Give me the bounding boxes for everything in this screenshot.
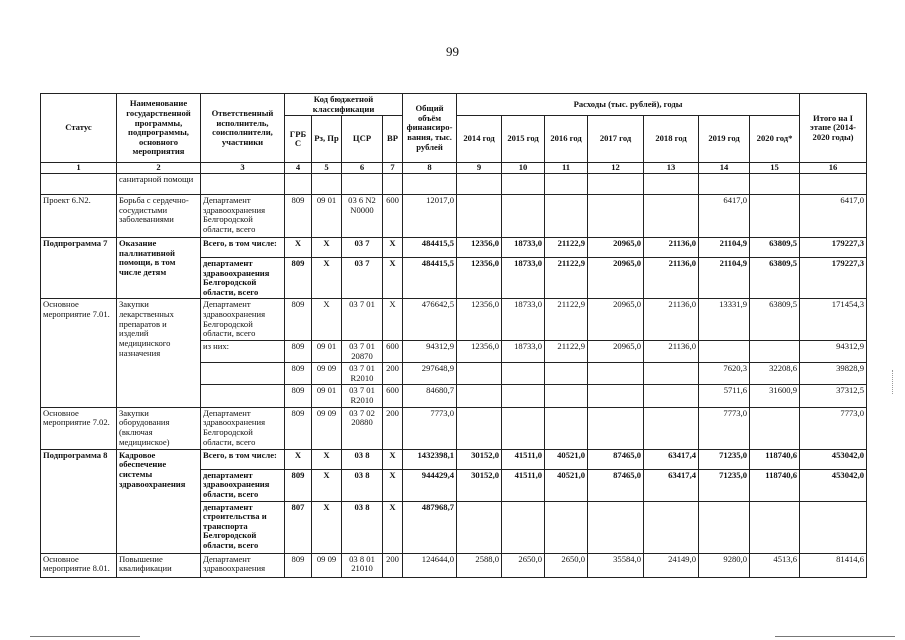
cell-status: Основное мероприятие 8.01. (41, 553, 117, 577)
cell-value (457, 501, 502, 553)
cell-grbs: 809 (285, 257, 312, 299)
cell-value: 39828,9 (800, 363, 867, 385)
cell-vr: 200 (383, 363, 403, 385)
cell-total: 94312,9 (403, 340, 457, 362)
cell-value: 13331,9 (699, 299, 750, 341)
cell-value: 7620,3 (699, 363, 750, 385)
cell-value (800, 501, 867, 553)
cell-value: 21104,9 (699, 257, 750, 299)
cell-name: санитарной помощи (117, 173, 201, 194)
cell-name: Кадровое обеспечение системы здравоохранения (117, 449, 201, 553)
cell-value: 12356,0 (457, 257, 502, 299)
cell-status: Проект 6.N2. (41, 194, 117, 237)
cell-executor (201, 363, 285, 385)
table-row (41, 173, 867, 194)
cell-csr: 03 7 (342, 237, 383, 257)
cell-rz-pr: Х (312, 449, 342, 469)
cell-rz-pr: Х (312, 469, 342, 501)
cell-value (457, 407, 502, 449)
header-year: 2019 год (699, 116, 750, 163)
cell-value: 37312,5 (800, 385, 867, 407)
cell-executor (201, 385, 285, 407)
header-budget-code: Код бюджетной классификации (285, 94, 403, 116)
cell-value: 63809,5 (750, 299, 800, 341)
cell-value (588, 173, 644, 194)
cell-grbs: 809 (285, 363, 312, 385)
header-status: Статус (41, 94, 117, 163)
cell-value: 7773,0 (699, 407, 750, 449)
cell-executor: из них: (201, 340, 285, 362)
header-year: 2015 год (502, 116, 545, 163)
cell-grbs: Х (285, 237, 312, 257)
cell-name: Оказание паллиативной помощи, в том числе детям (117, 237, 201, 299)
cell-grbs: 809 (285, 385, 312, 407)
cell-value: 18733,0 (502, 299, 545, 341)
header-year: 2014 год (457, 116, 502, 163)
cell-value: 179227,3 (800, 237, 867, 257)
cell-value (699, 340, 750, 362)
cell-rz-pr: 09 09 (312, 553, 342, 577)
cell-value (502, 501, 545, 553)
header-year: 2020 год* (750, 116, 800, 163)
cell-value (588, 194, 644, 237)
header-year: 2018 год (644, 116, 699, 163)
cell-value: 20965,0 (588, 299, 644, 341)
cell-value: 12356,0 (457, 299, 502, 341)
column-number: 12 (588, 163, 644, 174)
cell-status (41, 173, 117, 194)
cell-value: 2650,0 (502, 553, 545, 577)
cell-executor: Всего, в том числе: (201, 237, 285, 257)
cell-value: 63809,5 (750, 237, 800, 257)
cell-vr: Х (383, 237, 403, 257)
cell-value: 21136,0 (644, 340, 699, 362)
cell-grbs: 809 (285, 194, 312, 237)
cell-value: 5711,6 (699, 385, 750, 407)
cell-executor: департамент здравоохранения Белгородской области, всего (201, 257, 285, 299)
column-number: 15 (750, 163, 800, 174)
column-number: 4 (285, 163, 312, 174)
cell-executor: Всего, в том числе: (201, 449, 285, 469)
cell-value: 71235,0 (699, 449, 750, 469)
cell-value: 71235,0 (699, 469, 750, 501)
cell-value (588, 501, 644, 553)
cell-rz-pr: Х (312, 299, 342, 341)
cell-total: 12017,0 (403, 194, 457, 237)
cell-status: Подпрограмма 7 (41, 237, 117, 299)
cell-vr: 200 (383, 553, 403, 577)
page-number: 99 (446, 44, 459, 59)
cell-csr: 03 7 01 R2010 (342, 363, 383, 385)
cell-vr (383, 173, 403, 194)
cell-value: 21122,9 (545, 340, 588, 362)
cell-vr: Х (383, 469, 403, 501)
cell-grbs: 809 (285, 407, 312, 449)
cell-executor: Департамент здравоохранения (201, 553, 285, 577)
cell-total: 1432398,1 (403, 449, 457, 469)
cell-csr: 03 8 (342, 449, 383, 469)
cell-total: 484415,5 (403, 237, 457, 257)
cell-value: 87465,0 (588, 469, 644, 501)
cell-value: 41511,0 (502, 449, 545, 469)
cell-value: 20965,0 (588, 340, 644, 362)
cell-value (644, 173, 699, 194)
cell-value (545, 385, 588, 407)
cell-value: 18733,0 (502, 340, 545, 362)
cell-total: 487968,7 (403, 501, 457, 553)
header-year: 2016 год (545, 116, 588, 163)
table-body (41, 173, 867, 577)
cell-csr: 03 8 (342, 501, 383, 553)
cell-rz-pr: Х (312, 257, 342, 299)
cell-value: 63809,5 (750, 257, 800, 299)
column-number: 16 (800, 163, 867, 174)
column-number: 1 (41, 163, 117, 174)
header-rz-pr: Рз, Пр (312, 116, 342, 163)
cell-value: 21104,9 (699, 237, 750, 257)
cell-vr: Х (383, 299, 403, 341)
cell-vr: 600 (383, 340, 403, 362)
cell-value (502, 194, 545, 237)
cell-value (502, 385, 545, 407)
cell-rz-pr: 09 01 (312, 340, 342, 362)
cell-value (750, 501, 800, 553)
column-number: 11 (545, 163, 588, 174)
cell-value (588, 363, 644, 385)
cell-value (750, 173, 800, 194)
cell-value: 30152,0 (457, 449, 502, 469)
cell-value: 4513,6 (750, 553, 800, 577)
cell-name: Закупки лекарственных препаратов и изделий медицинского назначения (117, 299, 201, 407)
cell-csr: 03 7 02 20880 (342, 407, 383, 449)
cell-value: 21136,0 (644, 237, 699, 257)
cell-value: 40521,0 (545, 449, 588, 469)
cell-value (502, 407, 545, 449)
cell-value (644, 501, 699, 553)
table-row (41, 449, 867, 469)
cell-total: 297648,9 (403, 363, 457, 385)
cell-value: 6417,0 (699, 194, 750, 237)
table-row (41, 553, 867, 577)
cell-grbs: 807 (285, 501, 312, 553)
cell-value: 35584,0 (588, 553, 644, 577)
header-total-volume: Общий объём финансиро-вания, тыс. рублей (403, 94, 457, 163)
cell-vr: 600 (383, 194, 403, 237)
cell-value (750, 340, 800, 362)
cell-value: 6417,0 (800, 194, 867, 237)
cell-value: 21136,0 (644, 299, 699, 341)
cell-executor: Департамент здравоохранения Белгородской области, всего (201, 194, 285, 237)
cell-name: Борьба с сердечно-сосудистыми заболеваниями (117, 194, 201, 237)
column-number: 13 (644, 163, 699, 174)
column-number: 14 (699, 163, 750, 174)
cell-value: 20965,0 (588, 237, 644, 257)
cell-csr (342, 173, 383, 194)
cell-value: 31600,9 (750, 385, 800, 407)
cell-value: 2588,0 (457, 553, 502, 577)
budget-table (40, 93, 867, 578)
cell-value (750, 407, 800, 449)
cell-csr: 03 7 (342, 257, 383, 299)
cell-csr: 03 8 01 21010 (342, 553, 383, 577)
cell-csr: 03 7 01 20870 (342, 340, 383, 362)
cell-value (545, 363, 588, 385)
cell-rz-pr: Х (312, 237, 342, 257)
cell-rz-pr (312, 173, 342, 194)
cell-rz-pr: 09 09 (312, 363, 342, 385)
cell-value (800, 173, 867, 194)
cell-value (545, 173, 588, 194)
column-number: 2 (117, 163, 201, 174)
cell-total: 484415,5 (403, 257, 457, 299)
cell-name: Повышение квалификации (117, 553, 201, 577)
cell-grbs: 809 (285, 299, 312, 341)
column-number: 3 (201, 163, 285, 174)
header-stage-total: Итого на I этапе (2014-2020 годы) (800, 94, 867, 163)
footer-rule-right (775, 636, 895, 637)
cell-value: 12356,0 (457, 340, 502, 362)
cell-grbs (285, 173, 312, 194)
column-number: 5 (312, 163, 342, 174)
header-year: 2017 год (588, 116, 644, 163)
cell-vr: 600 (383, 385, 403, 407)
cell-status: Основное мероприятие 7.02. (41, 407, 117, 449)
header-name: Наименование государственной программы, подпрограммы, основного мероприятия (117, 94, 201, 163)
cell-value (699, 173, 750, 194)
column-number: 9 (457, 163, 502, 174)
cell-grbs: Х (285, 449, 312, 469)
cell-csr: 03 8 (342, 469, 383, 501)
cell-grbs: 809 (285, 340, 312, 362)
cell-value (545, 194, 588, 237)
cell-value: 21136,0 (644, 257, 699, 299)
cell-value: 41511,0 (502, 469, 545, 501)
cell-csr: 03 6 N2 N0000 (342, 194, 383, 237)
column-number: 8 (403, 163, 457, 174)
cell-value: 9280,0 (699, 553, 750, 577)
cell-value: 63417,4 (644, 469, 699, 501)
cell-value: 2650,0 (545, 553, 588, 577)
header-grbs: ГРБС (285, 116, 312, 163)
cell-value: 94312,9 (800, 340, 867, 362)
column-numbers-row (41, 163, 867, 174)
cell-value: 87465,0 (588, 449, 644, 469)
column-number: 7 (383, 163, 403, 174)
table-row (41, 237, 867, 257)
cell-value (502, 363, 545, 385)
cell-executor: Департамент здравоохранения Белгородской области, всего (201, 407, 285, 449)
footer-rule-left (30, 636, 140, 637)
cell-vr: 200 (383, 407, 403, 449)
column-number: 6 (342, 163, 383, 174)
column-number: 10 (502, 163, 545, 174)
cell-value (588, 407, 644, 449)
cell-vr: Х (383, 449, 403, 469)
header-vr: ВР (383, 116, 403, 163)
cell-value: 81414,6 (800, 553, 867, 577)
cell-rz-pr: Х (312, 501, 342, 553)
cell-total: 84680,7 (403, 385, 457, 407)
cell-value: 21122,9 (545, 237, 588, 257)
cell-value: 18733,0 (502, 237, 545, 257)
scan-edge-mark (892, 370, 899, 394)
cell-total: 476642,5 (403, 299, 457, 341)
cell-value: 21122,9 (545, 299, 588, 341)
cell-value: 179227,3 (800, 257, 867, 299)
cell-rz-pr: 09 09 (312, 407, 342, 449)
cell-name: Закупки оборудования (включая медицинское) (117, 407, 201, 449)
cell-executor: департамент здравоохранения области, всего (201, 469, 285, 501)
cell-csr: 03 7 01 R2010 (342, 385, 383, 407)
header-expenses: Расходы (тыс. рублей), годы (457, 94, 800, 116)
cell-total: 944429,4 (403, 469, 457, 501)
cell-value (545, 407, 588, 449)
cell-value: 63417,4 (644, 449, 699, 469)
cell-grbs: 809 (285, 469, 312, 501)
cell-value: 118740,6 (750, 469, 800, 501)
table-header (41, 94, 867, 174)
cell-value (457, 173, 502, 194)
cell-grbs: 809 (285, 553, 312, 577)
cell-value: 12356,0 (457, 237, 502, 257)
table-row (41, 194, 867, 237)
cell-value: 32208,6 (750, 363, 800, 385)
cell-rz-pr: 09 01 (312, 385, 342, 407)
cell-value: 453042,0 (800, 449, 867, 469)
cell-value (588, 385, 644, 407)
cell-value: 30152,0 (457, 469, 502, 501)
cell-value (457, 385, 502, 407)
header-csr: ЦСР (342, 116, 383, 163)
cell-total (403, 173, 457, 194)
table-row (41, 299, 867, 341)
cell-rz-pr: 09 01 (312, 194, 342, 237)
cell-value (644, 363, 699, 385)
cell-status: Подпрограмма 8 (41, 449, 117, 553)
cell-value: 118740,6 (750, 449, 800, 469)
cell-value (644, 194, 699, 237)
cell-value: 21122,9 (545, 257, 588, 299)
cell-vr: Х (383, 257, 403, 299)
cell-value (457, 194, 502, 237)
cell-value (457, 363, 502, 385)
cell-value: 453042,0 (800, 469, 867, 501)
cell-value: 20965,0 (588, 257, 644, 299)
cell-executor: департамент строительства и транспорта Белгородской области, всего (201, 501, 285, 553)
cell-total: 124644,0 (403, 553, 457, 577)
cell-value (502, 173, 545, 194)
cell-value (750, 194, 800, 237)
cell-value (545, 501, 588, 553)
header-executor: Ответственный исполнитель, соисполнители, участники (201, 94, 285, 163)
cell-csr: 03 7 01 (342, 299, 383, 341)
cell-status: Основное мероприятие 7.01. (41, 299, 117, 407)
table-row (41, 407, 867, 449)
cell-value: 40521,0 (545, 469, 588, 501)
cell-value: 7773,0 (800, 407, 867, 449)
cell-executor (201, 173, 285, 194)
cell-value (644, 385, 699, 407)
cell-vr: Х (383, 501, 403, 553)
cell-total: 7773,0 (403, 407, 457, 449)
cell-executor: Департамент здравоохранения Белгородской области, всего (201, 299, 285, 341)
cell-value: 171454,3 (800, 299, 867, 341)
cell-value: 24149,0 (644, 553, 699, 577)
cell-value (644, 407, 699, 449)
cell-value: 18733,0 (502, 257, 545, 299)
cell-value (699, 501, 750, 553)
